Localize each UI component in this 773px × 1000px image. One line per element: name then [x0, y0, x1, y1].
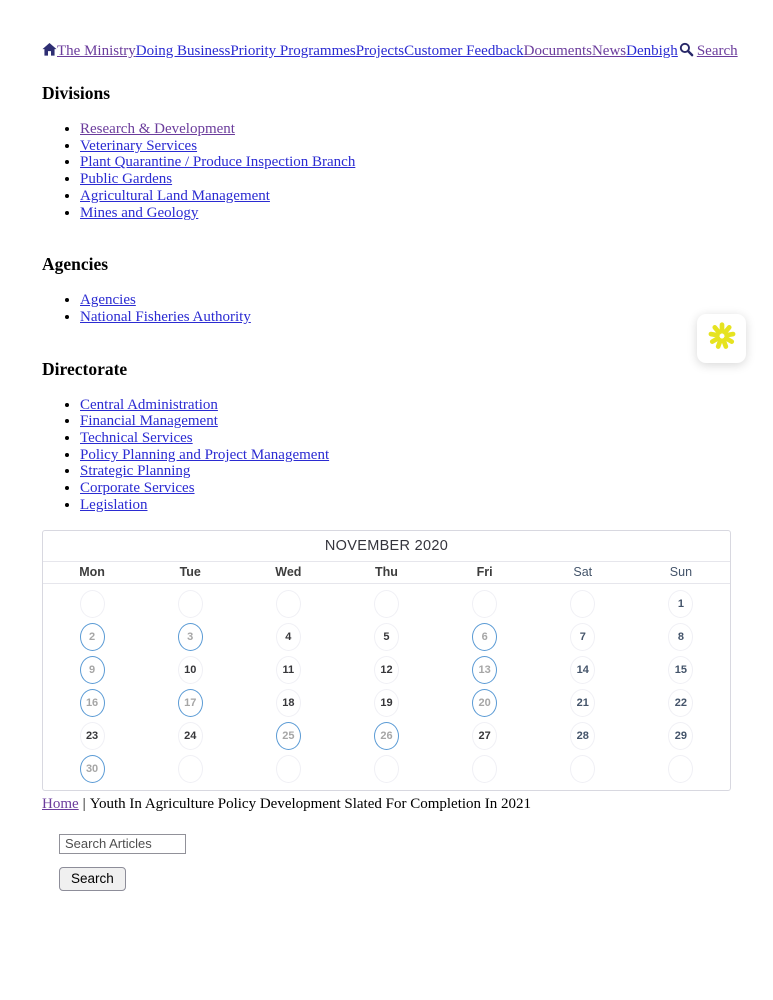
search-button[interactable]: Search [59, 867, 126, 891]
weekday-header-wed: Wed [275, 565, 302, 580]
calendar-day-24: 24 [178, 722, 203, 750]
page-title: Youth In Agriculture Policy Development Slated For Completion In 2021 [89, 795, 532, 812]
calendar-day-14: 14 [570, 656, 595, 684]
calendar-cell [632, 588, 730, 621]
calendar-cell [436, 687, 534, 720]
calendar-week-row [43, 687, 730, 720]
nav-link-denbigh[interactable]: Denbigh [626, 43, 678, 59]
calendar-day-12: 12 [374, 656, 399, 684]
nav-link-projects[interactable]: Projects [355, 43, 405, 59]
calendar-day-9[interactable]: 9 [80, 656, 105, 684]
weekday-header-sat: Sat [573, 565, 593, 580]
link-strategic-planning[interactable]: Strategic Planning [80, 463, 191, 480]
calendar-cell [632, 654, 730, 687]
calendar-empty-day [668, 755, 693, 783]
calendar-cell [337, 588, 435, 621]
nav-link-the-ministry[interactable]: The Ministry [57, 43, 136, 59]
calendar-day-29: 29 [668, 722, 693, 750]
list-item [80, 121, 731, 138]
nav-link-search[interactable]: Search [696, 43, 738, 59]
calendar-cell [534, 720, 632, 753]
calendar-cell [239, 753, 337, 786]
calendar-cell [239, 654, 337, 687]
calendar-cell [337, 687, 435, 720]
calendar-day-21: 21 [570, 689, 595, 717]
link-central-administration[interactable]: Central Administration [80, 396, 218, 413]
calendar-title: NOVEMBER 2020 [43, 531, 730, 562]
calendar-day-10: 10 [178, 656, 203, 684]
section-link-list [42, 292, 731, 325]
list-item [80, 154, 731, 171]
calendar-cell [43, 621, 141, 654]
calendar-week-row [43, 720, 730, 753]
calendar-day-28: 28 [570, 722, 595, 750]
calendar-cell [534, 753, 632, 786]
breadcrumb-separator: | [82, 795, 86, 812]
calendar-cell [436, 621, 534, 654]
list-item [80, 138, 731, 155]
list-item [80, 430, 731, 447]
link-technical-services[interactable]: Technical Services [80, 430, 193, 447]
weekday-header-sun: Sun [669, 565, 693, 580]
calendar-week-row [43, 588, 730, 621]
nav-link-priority-programmes[interactable]: Priority Programmes [230, 43, 356, 59]
section-directorate [42, 359, 731, 514]
section-title: Directorate [42, 358, 128, 379]
home-icon[interactable] [42, 43, 57, 59]
calendar-cell [43, 654, 141, 687]
section-divisions [42, 83, 731, 221]
calendar-cell [239, 588, 337, 621]
calendar-day-16[interactable]: 16 [80, 689, 105, 717]
calendar-day-3[interactable]: 3 [178, 623, 203, 651]
breadcrumb [42, 796, 731, 813]
nav-link-doing-business[interactable]: Doing Business [135, 43, 231, 59]
calendar-day-2[interactable]: 2 [80, 623, 105, 651]
link-corporate-services[interactable]: Corporate Services [80, 480, 195, 497]
calendar-cell [632, 753, 730, 786]
list-item [80, 413, 731, 430]
calendar-cell [337, 753, 435, 786]
calendar-day-4: 4 [276, 623, 301, 651]
calendar-cell [43, 720, 141, 753]
calendar-cell [436, 654, 534, 687]
calendar-empty-day [276, 755, 301, 783]
calendar-empty-day [276, 590, 301, 618]
link-financial-management[interactable]: Financial Management [80, 413, 218, 430]
calendar-day-11: 11 [276, 656, 301, 684]
link-national-fisheries-authority[interactable]: National Fisheries Authority [80, 308, 251, 325]
calendar-day-19: 19 [374, 689, 399, 717]
list-item [80, 309, 731, 326]
calendar-cell [43, 753, 141, 786]
calendar-cell [632, 621, 730, 654]
feedback-widget[interactable] [697, 314, 746, 363]
calendar-day-18: 18 [276, 689, 301, 717]
weekday-header-mon: Mon [79, 565, 105, 580]
section-link-list [42, 121, 731, 221]
calendar-empty-day [374, 755, 399, 783]
calendar-week-row [43, 621, 730, 654]
link-mines-and-geology[interactable]: Mines and Geology [80, 204, 199, 221]
calendar-cell [141, 753, 239, 786]
calendar-cell [141, 621, 239, 654]
calendar-week-row [43, 753, 730, 786]
calendar-cell [337, 654, 435, 687]
link-public-gardens[interactable]: Public Gardens [80, 171, 173, 188]
link-agencies[interactable]: Agencies [80, 292, 136, 309]
calendar-cell [436, 720, 534, 753]
calendar-day-5: 5 [374, 623, 399, 651]
list-item [80, 397, 731, 414]
calendar-day-8: 8 [668, 623, 693, 651]
calendar-cell [534, 588, 632, 621]
link-policy-planning-and-project-management[interactable]: Policy Planning and Project Management [80, 446, 330, 463]
calendar-empty-day [570, 590, 595, 618]
calendar-cell [534, 654, 632, 687]
top-nav [42, 42, 738, 60]
calendar-empty-day [80, 590, 105, 618]
list-item [80, 447, 731, 464]
calendar-cell [43, 687, 141, 720]
list-item [80, 463, 731, 480]
calendar-cell [534, 621, 632, 654]
top-nav-links [57, 43, 678, 59]
weekday-header-fri: Fri [476, 565, 493, 580]
calendar-cell [632, 687, 730, 720]
weekday-header-tue: Tue [179, 565, 201, 580]
calendar-cell [632, 720, 730, 753]
calendar-day-13[interactable]: 13 [472, 656, 497, 684]
link-agricultural-land-management[interactable]: Agricultural Land Management [80, 187, 270, 204]
calendar-cell [436, 753, 534, 786]
calendar-cell [337, 720, 435, 753]
section-title: Agencies [42, 254, 109, 275]
calendar-day-25[interactable]: 25 [276, 722, 301, 750]
calendar-day-30[interactable]: 30 [80, 755, 105, 783]
nav-link-customer-feedback[interactable]: Customer Feedback [404, 43, 524, 59]
section-link-list [42, 397, 731, 514]
calendar-day-27: 27 [472, 722, 497, 750]
search-icon[interactable] [679, 43, 694, 59]
list-item [80, 205, 731, 222]
calendar-week-row [43, 654, 730, 687]
link-legislation[interactable]: Legislation [80, 496, 148, 513]
list-item [80, 497, 731, 514]
calendar-cell [141, 720, 239, 753]
calendar-cell [141, 588, 239, 621]
link-plant-quarantine-produce-inspection-branch[interactable]: Plant Quarantine / Produce Inspection Branch [80, 154, 356, 171]
calendar-cell [141, 654, 239, 687]
calendar-cell [239, 621, 337, 654]
sections [42, 83, 731, 514]
calendar-cell [534, 687, 632, 720]
list-item [80, 480, 731, 497]
list-item [80, 188, 731, 205]
calendar-day-7: 7 [570, 623, 595, 651]
search-input[interactable] [59, 834, 186, 854]
weekday-header-thu: Thu [375, 565, 398, 580]
calendar-empty-day [178, 755, 203, 783]
calendar-day-1: 1 [668, 590, 693, 618]
section-agencies [42, 254, 731, 325]
events-calendar [42, 530, 731, 791]
calendar-cell [43, 588, 141, 621]
calendar-cell [141, 687, 239, 720]
calendar-cell [436, 588, 534, 621]
calendar-empty-day [570, 755, 595, 783]
calendar-cell [239, 687, 337, 720]
calendar-day-15: 15 [668, 656, 693, 684]
list-item [80, 292, 731, 309]
calendar-empty-day [472, 755, 497, 783]
calendar-day-20[interactable]: 20 [472, 689, 497, 717]
nav-link-news[interactable]: News [591, 43, 627, 59]
calendar-weekday-header [43, 562, 730, 584]
section-title: Divisions [42, 83, 111, 103]
calendar-day-22: 22 [668, 689, 693, 717]
calendar-day-6[interactable]: 6 [472, 623, 497, 651]
calendar-cell [337, 621, 435, 654]
calendar-empty-day [472, 590, 497, 618]
calendar-cell [239, 720, 337, 753]
calendar-grid [43, 588, 730, 786]
calendar-day-17[interactable]: 17 [178, 689, 203, 717]
nav-link-documents[interactable]: Documents [523, 43, 592, 59]
link-veterinary-services[interactable]: Veterinary Services [80, 137, 198, 154]
article-search-form [59, 834, 731, 891]
breadcrumb-home-link[interactable]: Home [42, 795, 79, 812]
spinner-icon [707, 321, 737, 356]
link-research-development[interactable]: Research & Development [80, 121, 235, 137]
list-item [80, 171, 731, 188]
calendar-day-26[interactable]: 26 [374, 722, 399, 750]
calendar-day-23: 23 [80, 722, 105, 750]
calendar-empty-day [374, 590, 399, 618]
calendar-empty-day [178, 590, 203, 618]
